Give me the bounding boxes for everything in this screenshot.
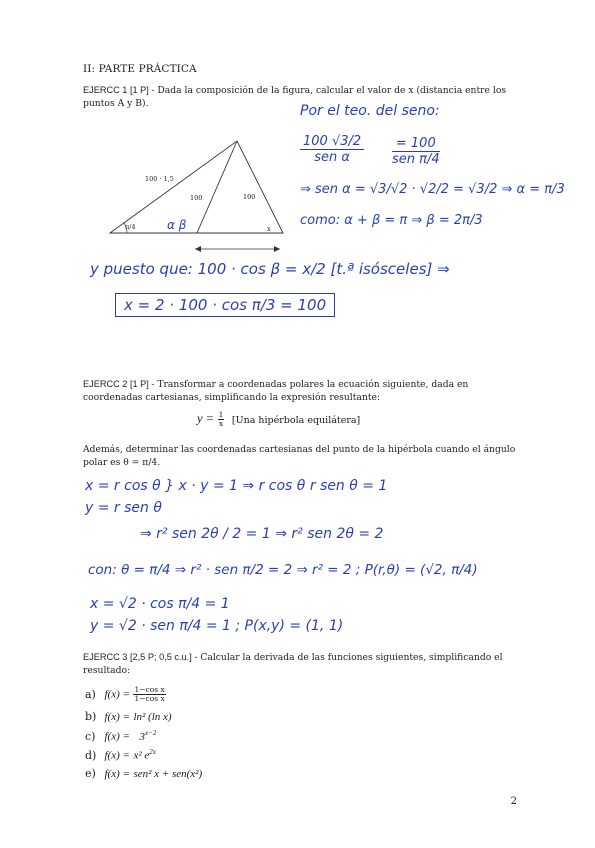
ex3-item-sup: x−2 [144,729,157,737]
ex1-hand-line4: como: α + β = π ⇒ β = 2π/3 [300,213,483,228]
outer-triangle [110,141,283,233]
ex3-item-label: d) [85,748,97,762]
ex2-text: Transformar a coordenadas polares la ecuación siguiente, dada en coordenadas cartesianas, simplificando la expresión resultante: [83,379,469,403]
ex3-item-a [85,686,166,703]
ex2-hand-line1: x = r cos θ } x · y = 1 ⇒ r cos θ r sen θ = 1 [85,478,388,494]
arrow-head-left [195,246,201,252]
ex2-formula-num: 1 [218,410,224,419]
ex3-item-expr: ln² (ln x) [133,711,172,723]
fig-hand-alpha-beta: α β [167,218,187,232]
ex3-heading: EJERCC 3 [2,5 P; 0,5 c.u.] - [83,652,198,662]
ex2-hand-line6: y = √2 · sen π/4 = 1 ; P(x,y) = (1, 1) [90,618,344,634]
ex3-item-lhs: f(x) = [104,711,130,723]
ex3-item-lhs: f(x) = [104,730,130,743]
ex3-item-num: 1−cos x [134,685,165,694]
ex3-item-label: e) [85,767,96,780]
ex3-item-sup: 2x [149,748,156,756]
page-number: 2 [510,796,517,807]
ex2-text2: Además, determinar las coordenadas cartesianas del punto de la hipérbola cuando el ángulo polar es θ = π/4. [83,444,516,468]
ex2-formula-note: [Una hipérbola equilátera] [231,414,361,426]
ex1-hand-fraction-right [392,136,440,167]
ex3-item-lhs: f(x) = [104,688,130,701]
ex3-item-label: c) [85,729,96,743]
fig-label-pi4: π/4 [125,223,136,231]
ex2-heading: EJERCC 2 [1 P] - [83,379,155,389]
ex1-hand-result: x = 2 · 100 · cos π/3 = 100 [115,293,335,317]
ex3-item-den: 1−cos x [134,694,165,703]
ex1-hand-den2: sen π/4 [392,152,440,167]
ex3-item-b [85,710,172,723]
ex3-text: Calcular la derivada de las funciones siguientes, simplificando el resultado: [83,652,503,676]
ex3-item-c [85,729,156,743]
ex2-hand-line2: y = r sen θ [85,500,162,516]
ex2-hand-line3: ⇒ r² sen 2θ / 2 = 1 ⇒ r² sen 2θ = 2 [140,526,384,542]
ex2-formula-frac [218,411,225,428]
ex3-item-lhs: f(x) = [104,768,130,780]
ex1-hand-den: sen α [314,150,350,165]
ex1-hand-num2: = 100 [392,136,440,152]
ex2-hand-line4: con: θ = π/4 ⇒ r² · sen π/2 = 2 ⇒ r² = 2 ; P(r,θ) = (√2, π/4) [88,562,478,578]
ex1-hand-line1: Por el teo. del seno: [300,103,440,119]
ex3-item-label: b) [85,710,97,723]
ex2-formula-den: x [218,419,224,428]
ex3-item-expr: 3 [139,730,145,743]
ex1-hand-line3: ⇒ sen α = √3/√2 · √2/2 = √3/2 ⇒ α = π/3 [300,182,565,197]
ex2-formula [197,411,360,428]
ex2-hand-line5: x = √2 · cos π/4 = 1 [90,596,230,612]
ex1-hand-line5: y puesto que: 100 · cos β = x/2 [t.ª isósceles] ⇒ [90,260,450,278]
arrow-head-right [274,246,280,252]
inner-side [197,141,237,233]
ex3-item-expr: sen² x + sen(x²) [133,768,203,780]
ex1-statement [83,84,513,110]
triangle-figure [105,135,305,260]
ex3-item-expr: x² e [133,749,150,762]
ex3-item-frac [133,686,165,703]
ex3-item-label: a) [85,687,96,701]
ex1-text: Dada la composición de la figura, calcular el valor de x (distancia entre los puntos A y B). [83,85,507,109]
ex2-statement [83,378,518,404]
ex1-hand-fraction-left [300,134,364,165]
ex3-item-d [85,748,156,762]
fig-label-100b: 100 [243,193,256,201]
ex3-statement [83,651,518,677]
ex1-heading: EJERCC 1 [1 P] - [83,85,155,95]
fig-label-x: x [267,225,271,233]
section-title: II: PARTE PRÁCTICA [83,63,197,75]
fig-label-100-1-5: 100 · 1,5 [145,175,174,183]
ex1-hand-num: 100 √3/2 [300,134,364,150]
ex3-item-lhs: f(x) = [104,749,130,762]
ex2-formula-lhs: y = [197,411,215,426]
fig-label-100: 100 [190,194,203,202]
ex3-item-e [85,767,202,780]
